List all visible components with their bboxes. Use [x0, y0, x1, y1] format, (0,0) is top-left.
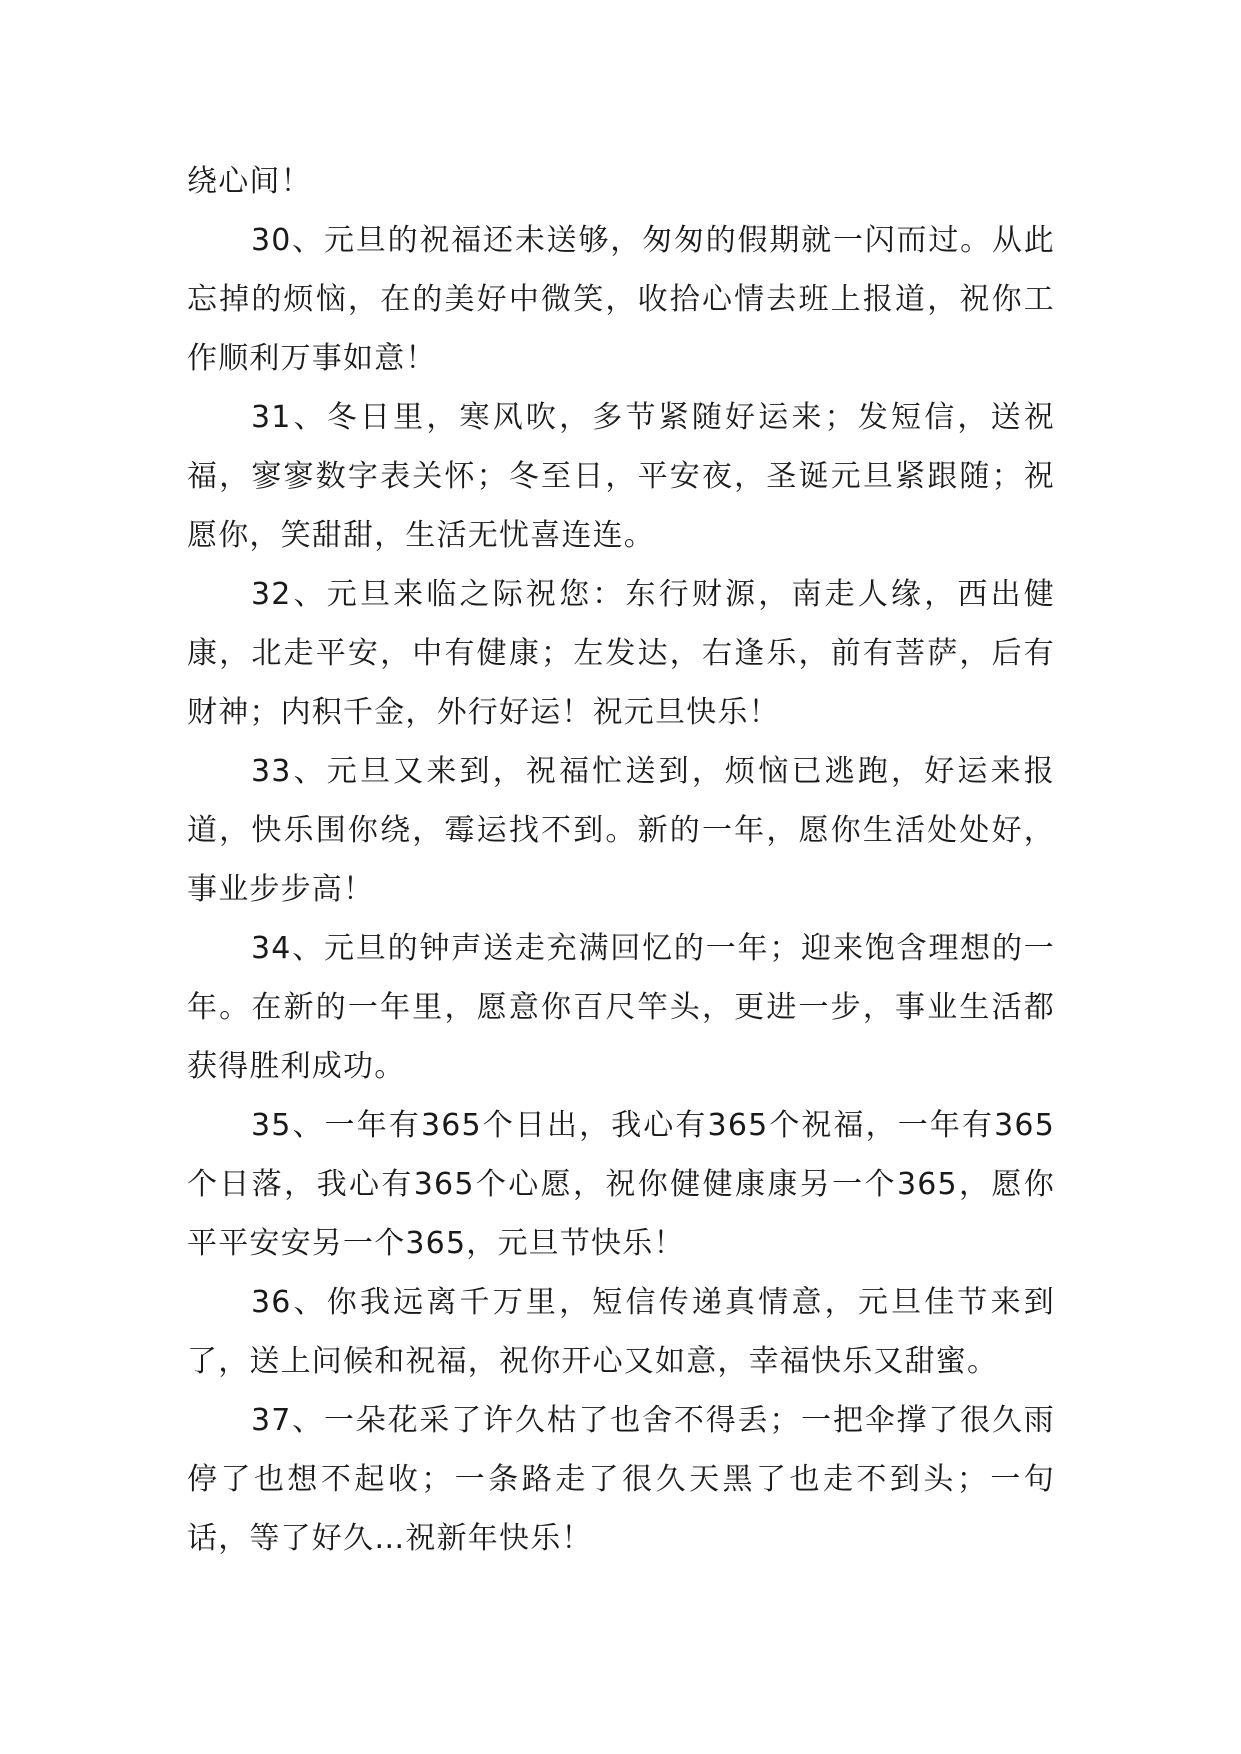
paragraph-continuation: 绕心间！: [187, 164, 312, 199]
paragraph-34: 34、元旦的钟声送走充满回忆的一年；迎来饱含理想的一年。在新的一年里，愿意你百尺竿头，更进一步，事业生活都获得胜利成功。: [187, 931, 1055, 1084]
paragraph-30: 30、元旦的祝福还未送够，匆匆的假期就一闪而过。从此忘掉的烦恼，在的美好中微笑，收拾心情去班上报道，祝你工作顺利万事如意！: [187, 223, 1055, 376]
paragraph-32: 32、元旦来临之际祝您：东行财源，南走人缘，西出健康，北走平安，中有健康；左发达，右逢乐，前有菩萨，后有财神；内积千金，外行好运！祝元旦快乐！: [187, 577, 1055, 730]
paragraph-35: 35、一年有365个日出，我心有365个祝福，一年有365个日落，我心有365个心愿，祝你健健康康另一个365，愿你平平安安另一个365，元旦节快乐！: [187, 1108, 1055, 1261]
body-text: [187, 152, 1055, 1568]
paragraph-31: 31、冬日里，寒风吹，多节紧随好运来；发短信，送祝福，寥寥数字表关怀；冬至日，平安夜，圣诞元旦紧跟随；祝愿你，笑甜甜，生活无忧喜连连。: [187, 400, 1055, 553]
paragraph-37: 37、一朵花采了许久枯了也舍不得丢；一把伞撑了很久雨停了也想不起收；一条路走了很久天黑了也走不到头；一句话，等了好久…祝新年快乐！: [187, 1403, 1055, 1556]
paragraph-33: 33、元旦又来到，祝福忙送到，烦恼已逃跑，好运来报道，快乐围你绕，霉运找不到。新的一年，愿你生活处处好，事业步步高！: [187, 754, 1055, 907]
paragraph-36: 36、你我远离千万里，短信传递真情意，元旦佳节来到了，送上问候和祝福，祝你开心又如意，幸福快乐又甜蜜。: [187, 1285, 1055, 1379]
